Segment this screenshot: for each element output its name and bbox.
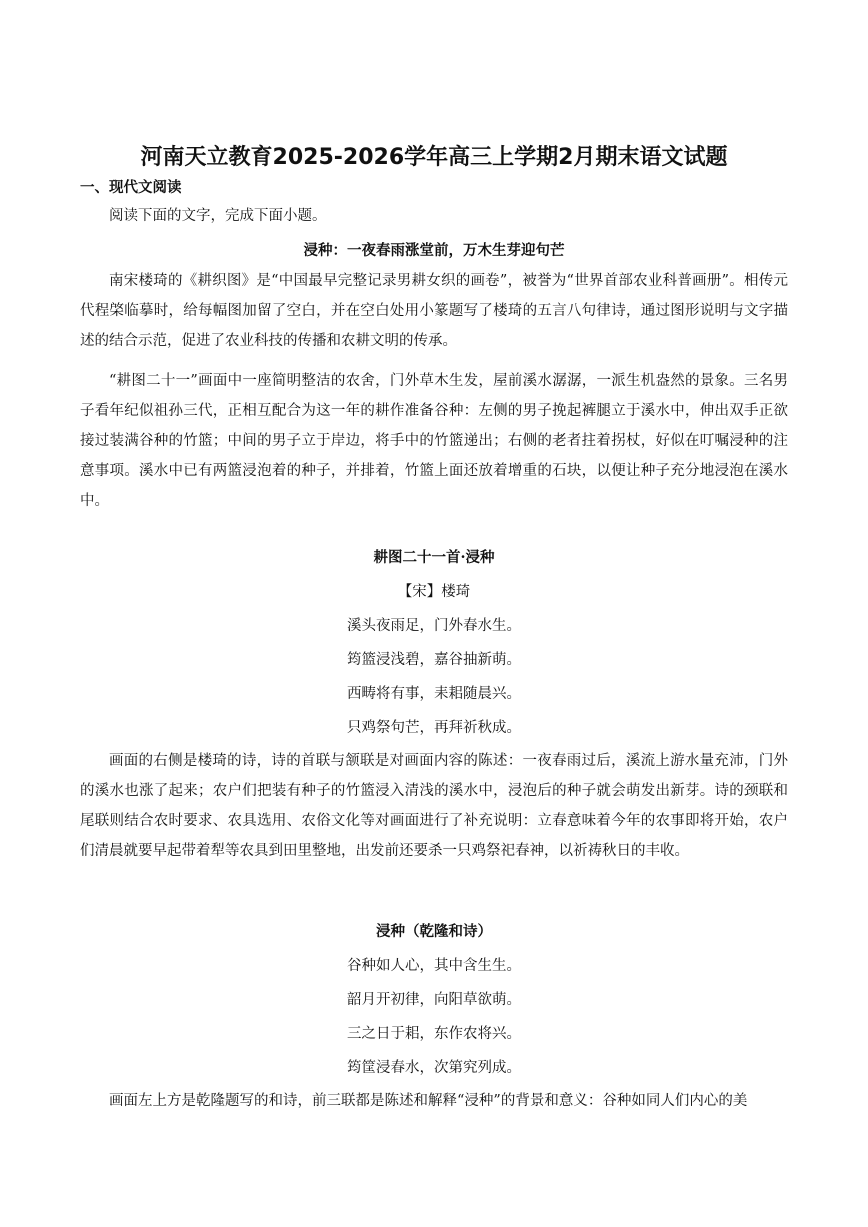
paragraph-3: 画面的右侧是楼琦的诗，诗的首联与颔联是对画面内容的陈述：一夜春雨过后，溪流上游水量充沛，门外的溪水也涨了起来；农户们把装有种子的竹篮浸入清浅的溪水中，浸泡后的种子就会萌发出新芽。诗的颈联和尾联则结合农时要求、农具选用、农俗文化等对画面进行了补充说明：立春意味着今年的农事即将开始，农户们清晨就要早起带着犁等农具到田里整地，出发前还要杀一只鸡祭祀春神，以祈祷秋日的丰收。 xyxy=(80,753,788,859)
poem1-line: 西畴将有事，耒耜随晨兴。 xyxy=(347,686,521,702)
article-title: 浸种：一夜春雨涨堂前，万木生芽迎句芒 xyxy=(303,242,565,259)
paragraph-2-block xyxy=(80,366,788,516)
poem1-line: 只鸡祭句芒，再拜祈秋成。 xyxy=(347,720,521,736)
poem2-line: 筠筐浸春水，次第究列成。 xyxy=(347,1060,521,1076)
poem2-line: 谷种如人心，其中含生生。 xyxy=(347,958,521,974)
paragraph-1-block xyxy=(80,266,788,356)
poem1-title: 耕图二十一首·浸种 xyxy=(373,549,495,566)
instruction-text: 阅读下面的文字，完成下面小题。 xyxy=(109,208,327,224)
poem2-line: 韶月开初律，向阳草欲萌。 xyxy=(347,992,521,1008)
instruction-block xyxy=(80,201,788,231)
poem2-line: 三之日于耜，东作农将兴。 xyxy=(347,1026,521,1042)
paragraph-2: “耕图二十一”画面中一座简明整洁的农舍，门外草木生发，屋前溪水潺潺，一派生机盎然的景象。三名男子看年纪似祖孙三代，正相互配合为这一年的耕作准备谷种：左侧的男子挽起裤腿立于溪水中，伸出双手正欲接过装满谷种的竹篮；中间的男子立于岸边，将手中的竹篮递出；右侧的老者拄着拐杖，好似在叮嘱浸种的注意事项。溪水中已有两篮浸泡着的种子，并排着，竹篮上面还放着增重的石块，以便让种子充分地浸泡在溪水中。 xyxy=(80,373,788,509)
page-title: 河南天立教育2025-2026学年高三上学期2月期末语文试题 xyxy=(140,145,728,170)
poem1-author: 【宋】楼琦 xyxy=(397,584,471,600)
poem2-title: 浸种（乾隆和诗） xyxy=(376,923,492,940)
poem1-line: 溪头夜雨足，门外春水生。 xyxy=(347,618,521,634)
paragraph-4: 画面左上方是乾隆题写的和诗，前三联都是陈述和解释“浸种”的背景和意义：谷种如同人们内心的美 xyxy=(109,1093,748,1109)
paragraph-3-block xyxy=(80,746,788,866)
poem1-line: 筠篮浸浅碧，嘉谷抽新萌。 xyxy=(347,652,521,668)
paragraph-1: 南宋楼琦的《耕织图》是“中国最早完整记录男耕女织的画卷”，被誉为“世界首部农业科普画册”。相传元代程棨临摹时，给每幅图加留了空白，并在空白处用小篆题写了楼琦的五言八句律诗，通过图形说明与文字描述的结合示范，促进了农业科技的传播和农耕文明的传承。 xyxy=(80,273,788,349)
paragraph-4-block xyxy=(80,1086,788,1116)
section-heading: 一、现代文阅读 xyxy=(80,180,182,196)
